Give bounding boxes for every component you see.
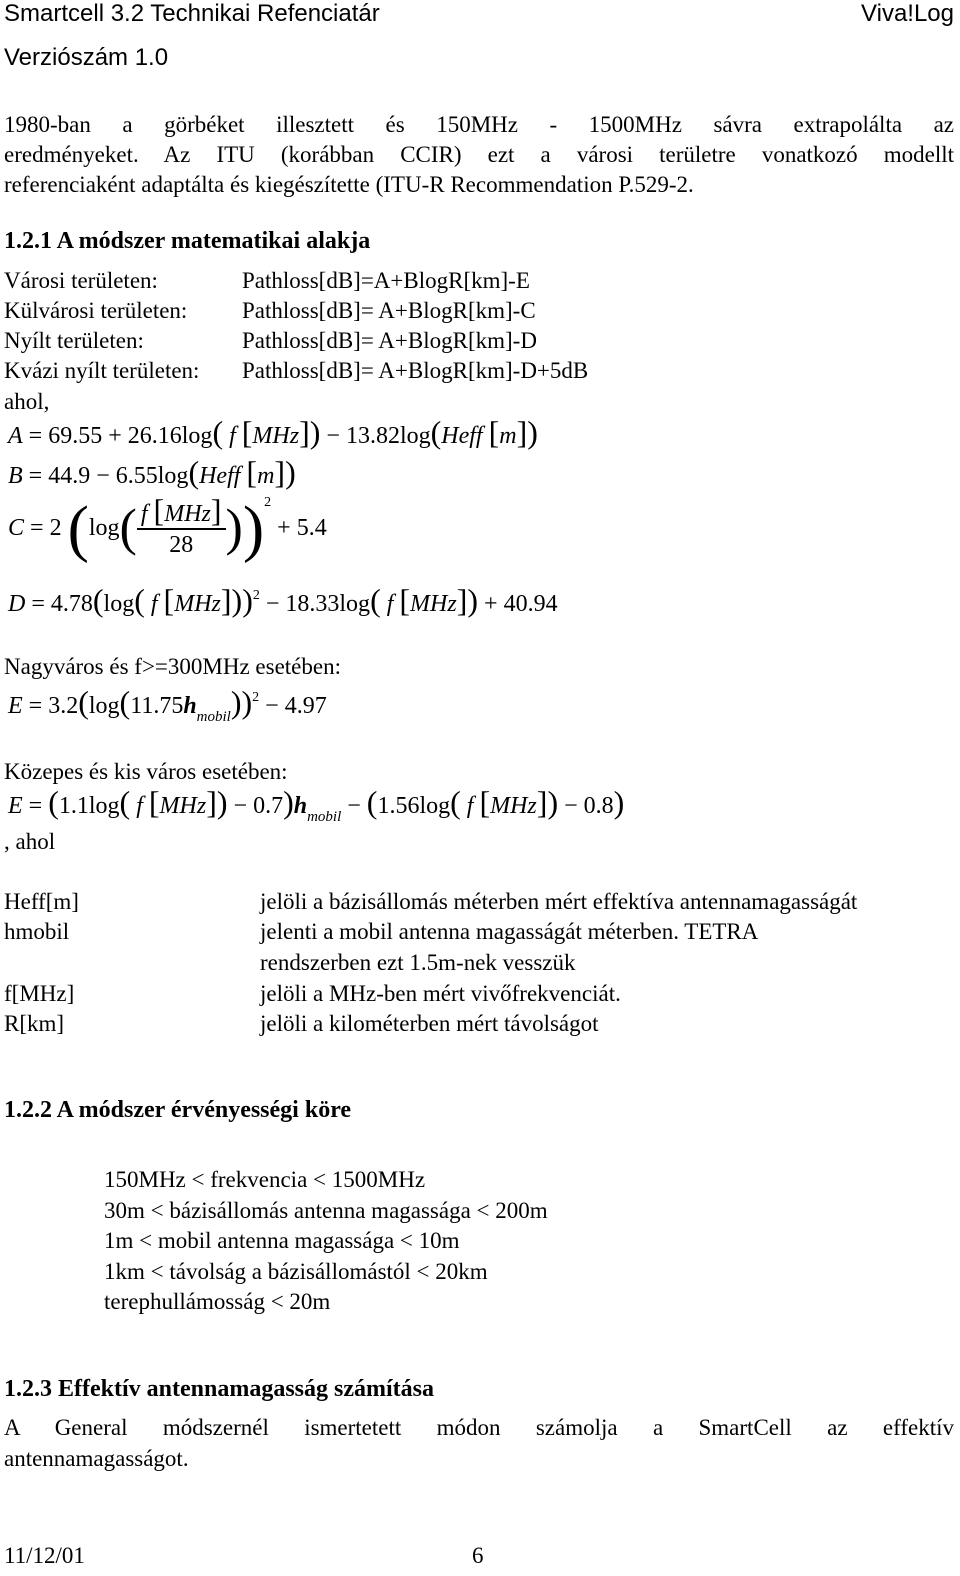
definition-desc: rendszerben ezt 1.5m-nek vesszük bbox=[260, 950, 576, 975]
validity-item: terephullámosság < 20m bbox=[104, 1289, 331, 1314]
intro-line-2: eredményeket. Az ITU (korábban CCIR) ezt a városi területre vonatkozó modellt bbox=[4, 142, 954, 167]
equation-d: D = 4.78(log( f [MHz]))$^2$ − 18.33log( f [MHz]) + 40.94 bbox=[8, 582, 558, 618]
formula-quasi-open: Pathloss[dB]= A+BlogR[km]-D+5dB bbox=[242, 358, 589, 383]
big-city-label: Nagyváros és f>=300MHz esetében: bbox=[4, 654, 341, 679]
definition-term: Heff[m] bbox=[4, 889, 79, 914]
definition-desc: jelenti a mobil antenna magasságát méterben. TETRA bbox=[260, 919, 759, 944]
equation-a: A = 69.55 + 26.16log( f [MHz]) − 13.82log(Heff [m]) bbox=[8, 414, 538, 450]
definition-desc: jelöli a MHz-ben mért vivőfrekvenciát. bbox=[260, 981, 621, 1006]
footer-page-number: 6 bbox=[472, 1543, 484, 1568]
formula-open: Pathloss[dB]= A+BlogR[km]-D bbox=[242, 328, 537, 353]
equation-c: C = 2 (log( $\frac{\text{f [MHz]}}{28}$ ))$^2$ + 5.4 bbox=[8, 492, 327, 564]
intro-line-3: referenciaként adaptálta és kiegészítette (ITU-R Recommendation P.529-2. bbox=[4, 172, 694, 197]
definition-term: f[MHz] bbox=[4, 981, 75, 1006]
equation-e-medium-city: E = (1.1log( f $[MHz]) - 0.7)h_{mobil} - (1.56\log$( f [MHz]) − 0.8) bbox=[8, 784, 625, 825]
area-label-quasi-open: Kvázi nyílt területen: bbox=[4, 358, 200, 383]
section-1-2-3-line-1: A General módszernél ismertetett módon számolja a SmartCell az effektív bbox=[4, 1415, 954, 1440]
header-title: Smartcell 3.2 Technikai Refenciatár bbox=[4, 0, 380, 27]
equation-e-big-city: $E = 3.2(\log(11.75h_{mobil}))^2 - 4.97$ bbox=[8, 684, 327, 725]
header-version: Verziószám 1.0 bbox=[4, 44, 169, 71]
ahol-label-2: , ahol bbox=[4, 829, 56, 854]
formula-suburban: Pathloss[dB]= A+BlogR[km]-C bbox=[242, 298, 536, 323]
header-brand: Viva!Log bbox=[861, 0, 954, 27]
ahol-label: ahol, bbox=[4, 389, 50, 414]
section-1-2-1-title: 1.2.1 A módszer matematikai alakja bbox=[4, 228, 371, 254]
medium-city-label: Közepes és kis város esetében: bbox=[4, 759, 288, 784]
section-1-2-3-title: 1.2.3 Effektív antennamagasság számítása bbox=[4, 1376, 434, 1402]
definition-desc: jelöli a kilométerben mért távolságot bbox=[260, 1011, 599, 1036]
intro-line-1: 1980-ban a görbéket illesztett és 150MHz - 1500MHz sávra extrapolálta az bbox=[4, 112, 954, 137]
definition-desc: jelöli a bázisállomás méterben mért effektíva antennamagasságát bbox=[260, 889, 858, 914]
validity-item: 1m < mobil antenna magassága < 10m bbox=[104, 1228, 460, 1253]
section-1-2-3-line-2: antennamagasságot. bbox=[4, 1446, 189, 1471]
footer-date: 11/12/01 bbox=[4, 1543, 85, 1568]
definition-term: hmobil bbox=[4, 919, 70, 944]
area-label-open: Nyílt területen: bbox=[4, 328, 144, 353]
definition-term: R[km] bbox=[4, 1011, 65, 1036]
equation-b: B = 44.9 − 6.55log(Heff [m]) bbox=[8, 454, 296, 490]
validity-item: 150MHz < frekvencia < 1500MHz bbox=[104, 1167, 426, 1192]
validity-item: 30m < bázisállomás antenna magassága < 200m bbox=[104, 1198, 548, 1223]
area-label-urban: Városi területen: bbox=[4, 268, 158, 293]
section-1-2-2-title: 1.2.2 A módszer érvényességi köre bbox=[4, 1097, 352, 1123]
area-label-suburban: Külvárosi területen: bbox=[4, 298, 188, 323]
formula-urban: Pathloss[dB]=A+BlogR[km]-E bbox=[242, 268, 530, 293]
validity-item: 1km < távolság a bázisállomástól < 20km bbox=[104, 1259, 488, 1284]
